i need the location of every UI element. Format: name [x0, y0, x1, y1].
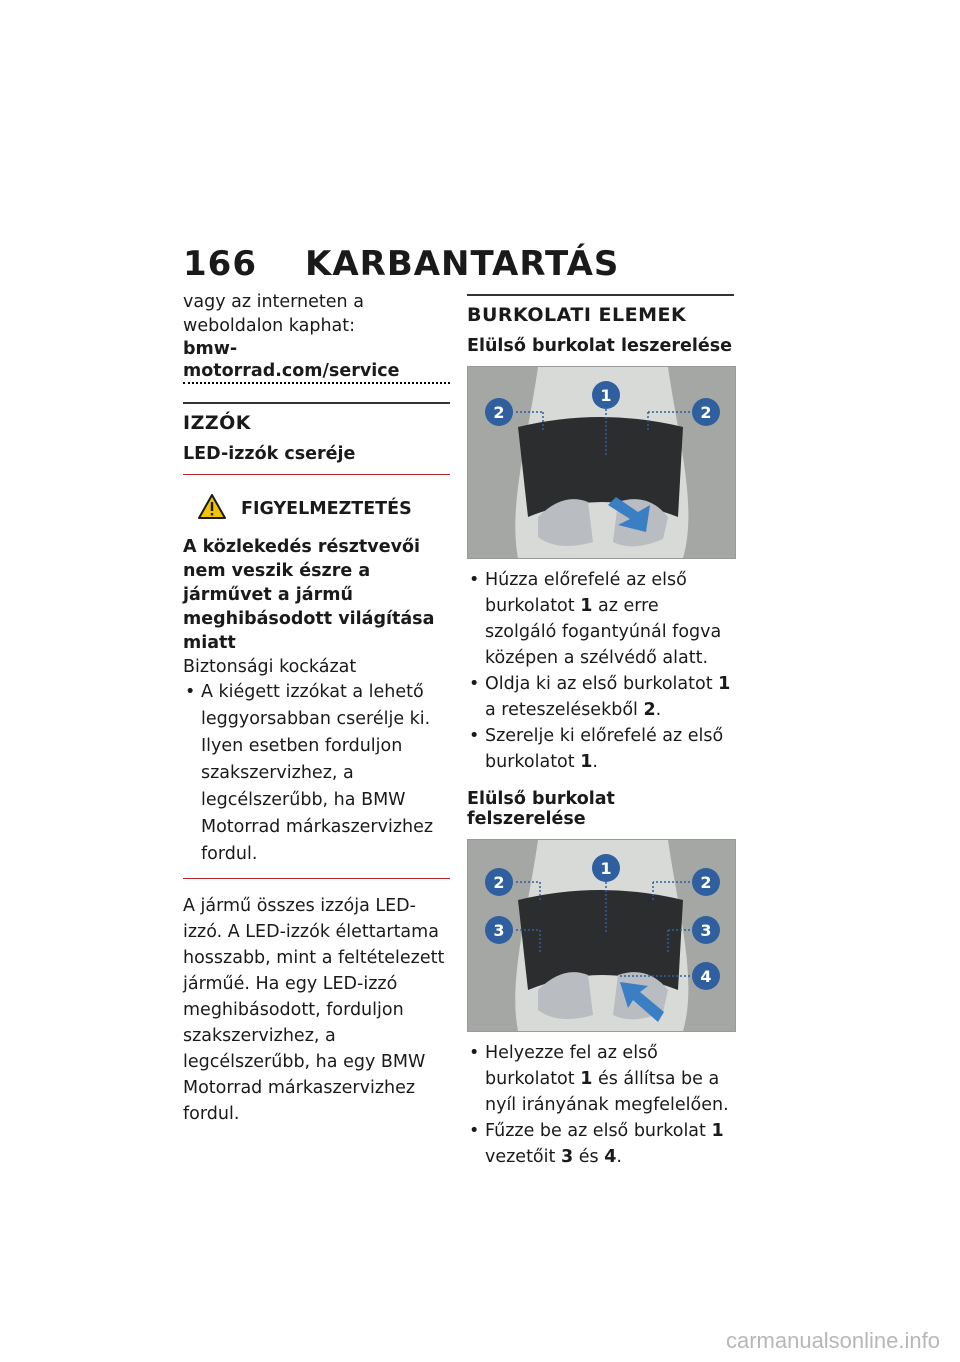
warning-headline: A közlekedés résztvevői nem veszik észre a járművet a jármű meghibásodott világítása miatt — [183, 537, 435, 653]
warning-risk: Biztonsági kockázat — [183, 657, 357, 677]
removal-title: Elülső burkolat leszerelése — [467, 336, 733, 356]
warning-triangle-icon — [197, 493, 227, 525]
left-column — [183, 290, 450, 1127]
right-column — [467, 290, 734, 1170]
page-number: 166 — [183, 244, 257, 284]
divider — [467, 294, 734, 296]
figure-label: 2 — [700, 873, 712, 892]
page-header — [183, 244, 619, 284]
led-paragraph: A jármű összes izzója LED-izzó. A LED-izzók élettartama hosszabb, mint a feltételezett járműé. Ha egy LED-izzó meghibásodott, forduljon szakszervizhez, a legcélszerűbb, ha egy BMW Motorrad márkaszervizhez fordul. — [183, 896, 445, 1124]
figure-label: 1 — [600, 386, 612, 405]
warning-list — [183, 679, 450, 868]
list-item: • A kiégett izzókat a lehető leggyorsabban cserélje ki. Ilyen esetben forduljon szakszervizhez, a legcélszerűbb, ha BMW Motorrad márkaszervizhez fordul. — [183, 679, 444, 868]
figure-front-panel-installation — [467, 839, 736, 1032]
figure-label: 2 — [700, 403, 712, 422]
chapter-title: KARBANTARTÁS — [304, 244, 620, 284]
warning-label: FIGYELMEZTETÉS — [241, 499, 412, 519]
removal-steps — [467, 567, 734, 775]
section-title-bulbs: IZZÓK — [183, 412, 251, 434]
figure-label: 2 — [493, 873, 505, 892]
figure-label: 2 — [493, 403, 505, 422]
figure-label: 1 — [600, 859, 612, 878]
warning-rule — [183, 474, 450, 475]
divider — [183, 402, 450, 404]
list-item: • Fűzze be az első burkolat 1 vezetőit 3 és 4. — [467, 1118, 734, 1170]
figure-label: 3 — [493, 921, 505, 940]
section-title-panels: BURKOLATI ELEMEK — [467, 304, 687, 326]
warning-header — [183, 493, 450, 525]
installation-steps — [467, 1040, 734, 1170]
list-item: • Helyezze fel az első burkolatot 1 és állítsa be a nyíl irányának megfelelően. — [467, 1040, 734, 1118]
figure-label: 3 — [700, 921, 712, 940]
intro-text: vagy az interneten a weboldalon kaphat: — [183, 292, 364, 336]
installation-title: Elülső burkolat felszerelése — [467, 789, 615, 829]
service-link[interactable]: bmw-motorrad.com/service — [183, 338, 450, 384]
footer-watermark: carmanualsonline.info — [725, 1328, 940, 1353]
figure-label: 4 — [700, 967, 712, 986]
warning-rule-end — [183, 878, 450, 879]
list-item: • Húzza előrefelé az első burkolatot 1 az erre szolgáló fogantyúnál fogva középen a szélvédő alatt. — [467, 567, 734, 671]
figure-front-panel-removal — [467, 366, 736, 559]
list-item: • Oldja ki az első burkolatot 1 a reteszelésekből 2. — [467, 671, 734, 723]
subsection-title-led: LED-izzók cseréje — [183, 444, 356, 464]
list-item: • Szerelje ki előrefelé az első burkolatot 1. — [467, 723, 734, 775]
